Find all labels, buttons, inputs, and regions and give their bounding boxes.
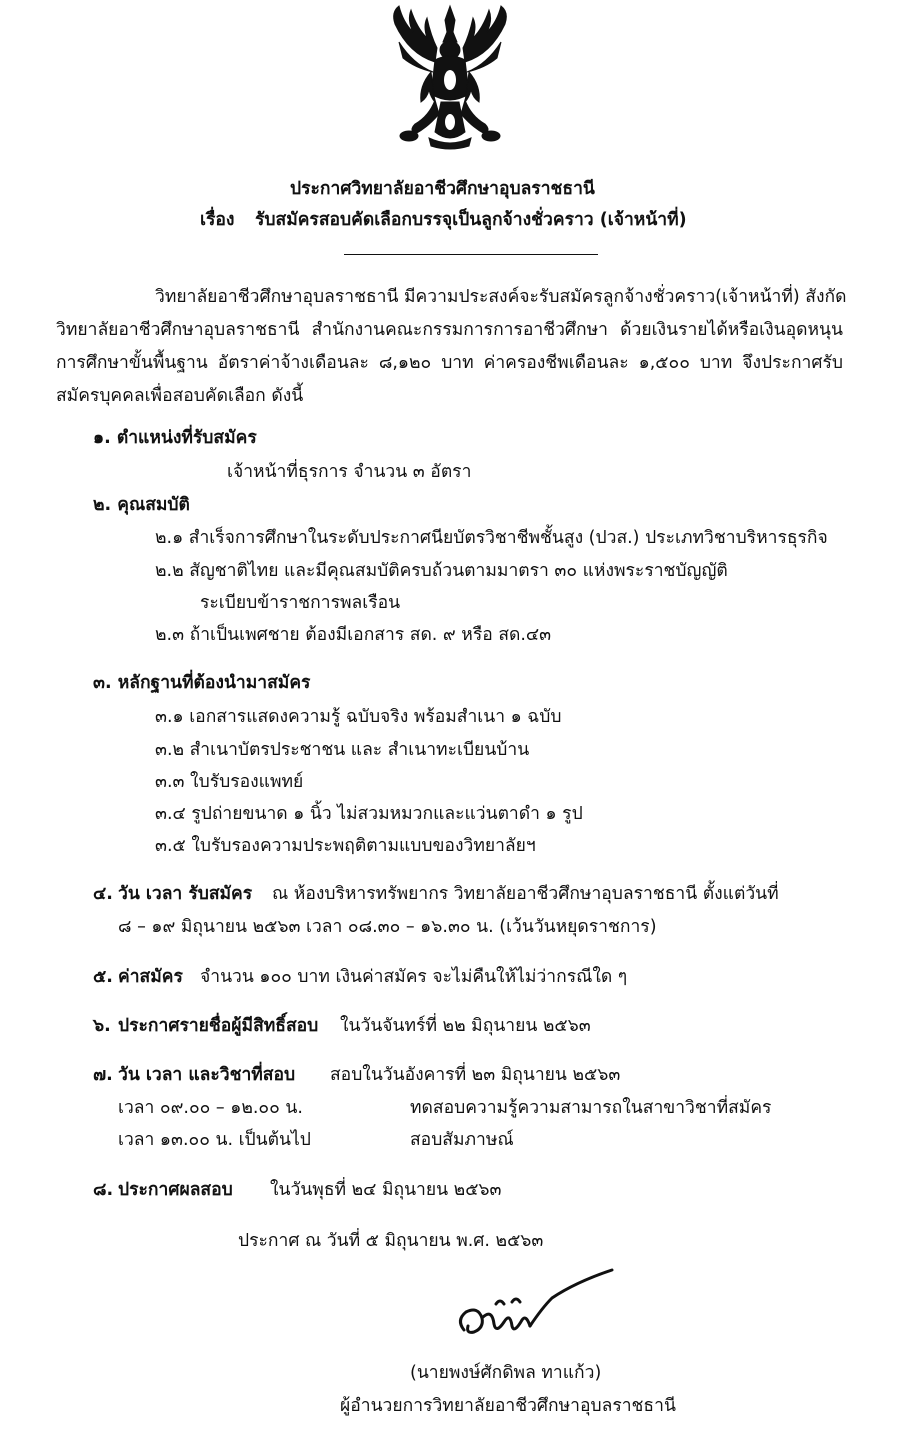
section-5-number: ๕. [93,967,113,987]
section-4-text-1: ณ ห้องบริหารทรัพยากร วิทยาลัยอาชีวศึกษาอุบลราชธานี ตั้งแต่วันที่ [272,884,779,904]
document-title: ประกาศวิทยาลัยอาชีวศึกษาอุบลราชธานี [290,179,595,199]
intro-line-1: วิทยาลัยอาชีวศึกษาอุบลราชธานี มีความประสงค์จะรับสมัครลูกจ้างชั่วคราว(เจ้าหน้าที่) สังกัด [155,287,847,307]
document-item: ๓.๓ ใบรับรองแพทย์ [155,772,304,792]
section-1-position: เจ้าหน้าที่ธุรการ จำนวน ๓ อัตรา [227,462,472,482]
section-7-text: สอบในวันอังคารที่ ๒๓ มิถุนายน ๒๕๖๓ [330,1065,621,1085]
qualification-item-1: ๒.๑ สำเร็จการศึกษาในระดับประกาศนียบัตรวิชาชีพชั้นสูง (ปวส.) ประเภทวิชาบริหารธุรกิจ [155,528,828,548]
section-6-number: ๖. [93,1016,111,1036]
qualification-item-2: ๒.๒ สัญชาติไทย และมีคุณสมบัติครบถ้วนตามมาตรา ๓๐ แห่งพระราชบัญญัติ [155,561,728,581]
header-divider [344,254,598,255]
section-8-heading: ประกาศผลสอบ [118,1180,233,1200]
garuda-emblem [369,2,531,152]
announcement-date: ประกาศ ณ วันที่ ๕ มิถุนายน พ.ศ. ๒๕๖๓ [238,1231,544,1251]
signer-title: ผู้อำนวยการวิทยาลัยอาชีวศึกษาอุบลราชธานี [340,1396,676,1416]
exam-time-2: เวลา ๑๓.๐๐ น. เป็นต้นไป [118,1130,311,1150]
section-6-heading: ประกาศรายชื่อผู้มีสิทธิ์สอบ [118,1016,319,1036]
section-4-heading: วัน เวลา รับสมัคร [118,884,253,904]
section-5-heading: ค่าสมัคร [118,967,183,987]
intro-line-4: สมัครบุคคลเพื่อสอบคัดเลือก ดังนี้ [56,386,304,406]
subject-line: รับสมัครสอบคัดเลือกบรรจุเป็นลูกจ้างชั่วคราว (เจ้าหน้าที่) [255,210,687,230]
intro-line-2: วิทยาลัยอาชีวศึกษาอุบลราชธานี สำนักงานคณะกรรมการการอาชีวศึกษา ด้วยเงินรายได้หรือเงินอุดหนุน [56,320,843,340]
section-4-number: ๔. [93,884,113,904]
section-5-text: จำนวน ๑๐๐ บาท เงินค่าสมัคร จะไม่คืนให้ไม่ว่ากรณีใด ๆ [200,967,628,987]
exam-subject-2: สอบสัมภาษณ์ [410,1130,514,1150]
document-item: ๓.๔ รูปถ่ายขนาด ๑ นิ้ว ไม่สวมหมวกและแว่นตาดำ ๑ รูป [155,804,583,824]
section-3-heading: ๓. หลักฐานที่ต้องนำมาสมัคร [93,673,311,693]
document-item: ๓.๒ สำเนาบัตรประชาชน และ สำเนาทะเบียนบ้าน [155,740,530,760]
document-item: ๓.๑ เอกสารแสดงความรู้ ฉบับจริง พร้อมสำเนา ๑ ฉบับ [155,707,562,727]
section-8-text: ในวันพุธที่ ๒๔ มิถุนายน ๒๕๖๓ [270,1180,502,1200]
section-7-heading: วัน เวลา และวิชาที่สอบ [118,1065,296,1085]
document-item: ๓.๕ ใบรับรองความประพฤติตามแบบของวิทยาลัยฯ [155,836,536,856]
section-4-text-2: ๘ – ๑๙ มิถุนายน ๒๕๖๓ เวลา ๐๘.๓๐ – ๑๖.๓๐ น. (เว้นวันหยุดราชการ) [118,917,657,937]
exam-subject-1: ทดสอบความรู้ความสามารถในสาขาวิชาที่สมัคร [410,1098,772,1118]
intro-line-3: การศึกษาขั้นพื้นฐาน อัตราค่าจ้างเดือนละ ๘,๑๒๐ บาท ค่าครองชีพเดือนละ ๑,๕๐๐ บาท จึงประกาศรับ [56,353,843,373]
signer-name: (นายพงษ์ศักดิพล ทาแก้ว) [410,1363,602,1383]
section-7-number: ๗. [93,1065,113,1085]
exam-time-1: เวลา ๐๙.๐๐ – ๑๒.๐๐ น. [118,1098,303,1118]
subject-prefix: เรื่อง [200,210,235,230]
section-1-heading: ๑. ตำแหน่งที่รับสมัคร [93,428,257,448]
signature [452,1268,624,1354]
qualification-item-2-cont: ระเบียบข้าราชการพลเรือน [200,593,401,613]
section-8-number: ๘. [93,1180,114,1200]
qualification-item-3: ๒.๓ ถ้าเป็นเพศชาย ต้องมีเอกสาร สด. ๙ หรือ สด.๔๓ [155,625,552,645]
section-2-heading: ๒. คุณสมบัติ [93,495,190,515]
section-6-text: ในวันจันทร์ที่ ๒๒ มิถุนายน ๒๕๖๓ [340,1016,591,1036]
